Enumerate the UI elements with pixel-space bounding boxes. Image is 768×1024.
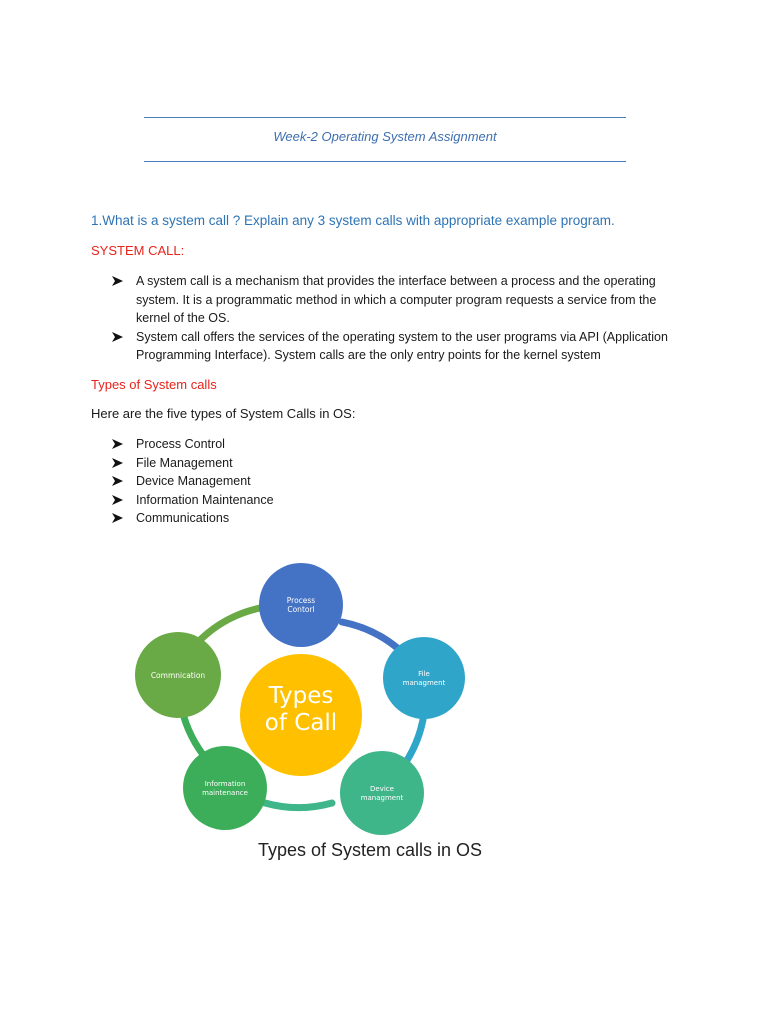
- node-device-management: [340, 751, 424, 835]
- bullet-line: system. It is a programmatic method in which a computer program requests a service from the: [136, 292, 657, 307]
- question-text: 1.What is a system call ? Explain any 3 system calls with appropriate example program.: [91, 213, 615, 228]
- list-item: [112, 472, 712, 491]
- center-label-line1: Types: [268, 683, 334, 709]
- list-item-label: Device Management: [136, 474, 251, 488]
- node-process-label-2: Contorl: [287, 605, 315, 614]
- types-of-call-diagram: [120, 560, 520, 850]
- header-bottom-rule: [144, 161, 626, 162]
- page-title: Week-2 Operating System Assignment: [273, 129, 497, 144]
- node-file-label-2: managment: [402, 679, 446, 687]
- bullet-line: A system call is a mechanism that provides the interface between a process and the operating: [136, 274, 656, 288]
- bullet-item: [112, 328, 712, 365]
- arrow-bullet-icon: [112, 491, 130, 505]
- node-info-label-1: Information: [204, 780, 246, 788]
- system-call-heading: SYSTEM CALL:: [91, 243, 185, 258]
- header-top-rule: [144, 117, 626, 118]
- diagram-caption: Types of System calls in OS: [257, 840, 483, 860]
- types-list: [112, 435, 712, 528]
- node-comm-label-1: Commnication: [150, 671, 206, 680]
- ring-arc-1: [342, 622, 402, 652]
- list-item-label: File Management: [136, 455, 233, 470]
- types-intro: Here are the five types of System Calls in OS:: [91, 406, 356, 421]
- bullet-line: Programming Interface). System calls are the only entry points for the kernel system: [136, 348, 601, 362]
- ring-arc-3: [265, 803, 332, 808]
- node-process-label-1: Process: [286, 596, 316, 605]
- bullet-line: kernel of the OS.: [136, 311, 230, 325]
- bullet-line: System call offers the services of the operating system to the user programs via API (Application: [136, 329, 668, 344]
- arrow-bullet-icon: [112, 472, 130, 486]
- list-item: [112, 454, 712, 473]
- node-file-management: [383, 637, 465, 719]
- node-device-label-1: Device: [370, 785, 394, 793]
- list-item: [112, 509, 712, 528]
- list-item-label: Information Maintenance: [136, 492, 274, 507]
- node-file-label-1: File: [418, 670, 430, 678]
- node-information-maintenance: [183, 746, 267, 830]
- arrow-bullet-icon: [112, 454, 130, 468]
- arrow-bullet-icon: [112, 509, 130, 523]
- node-info-label-2: maintenance: [202, 789, 248, 797]
- list-item-label: Process Control: [136, 437, 225, 451]
- types-heading: Types of System calls: [91, 377, 217, 392]
- arrow-bullet-icon: [112, 328, 130, 342]
- list-item: [112, 435, 712, 454]
- node-device-label-2: managment: [360, 794, 404, 802]
- arrow-bullet-icon: [112, 272, 130, 286]
- arrow-bullet-icon: [112, 435, 130, 449]
- bullet-item: [112, 272, 712, 328]
- center-label-line2: of Call: [264, 710, 338, 736]
- list-item: [112, 491, 712, 510]
- ring-arc-5: [198, 608, 260, 642]
- list-item-label: Communications: [136, 511, 230, 525]
- system-call-bullet-list: [112, 272, 712, 365]
